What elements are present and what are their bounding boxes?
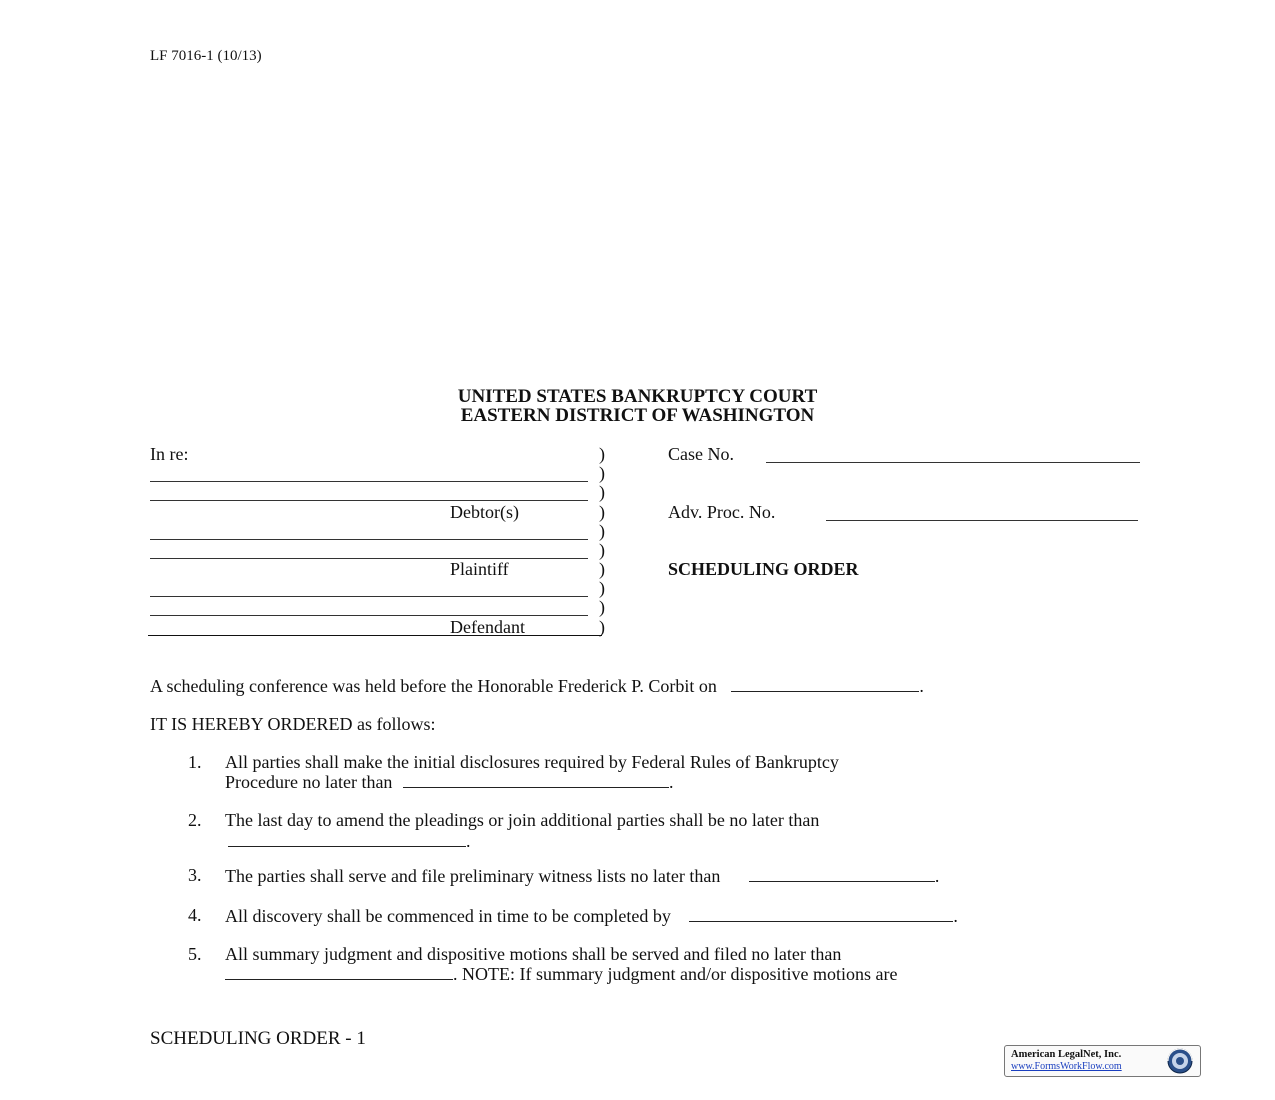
vendor-badge[interactable] [1004,1045,1201,1077]
period: . [466,831,471,851]
item-4-number: 4. [188,905,202,925]
caption-paren: ) [599,463,605,483]
case-no-label: Case No. [668,444,734,464]
discovery-completion-date-field[interactable] [689,905,953,922]
item-5-number: 5. [188,944,202,964]
witness-lists-date-field[interactable] [749,865,935,882]
plaintiff-name-line-2[interactable] [150,558,588,559]
item-2-text: The last day to amend the pleadings or join additional parties shall be no later than [225,810,820,830]
caption-paren: ) [599,540,605,560]
period: . [919,676,924,696]
item-1-number: 1. [188,752,202,772]
amend-pleadings-date-field[interactable] [228,830,466,847]
item-2-number: 2. [188,810,202,830]
item-4-text: All discovery shall be commenced in time to be completed by [225,906,671,926]
caption-paren: ) [599,559,605,579]
item-5-line2 [225,963,897,985]
adv-proc-no-label: Adv. Proc. No. [668,502,776,522]
item-3-line [225,865,939,887]
debtor-name-line-2[interactable] [150,500,588,501]
caption-bottom-rule [148,635,602,636]
adv-proc-no-field[interactable] [826,520,1138,521]
plaintiff-name-line-1[interactable] [150,539,588,540]
conference-text: A scheduling conference was held before the Honorable Frederick P. Corbit on [150,676,717,696]
in-re-label: In re: [150,444,189,464]
debtor-name-line-1[interactable] [150,481,588,482]
vendor-url[interactable]: www.FormsWorkFlow.com [1011,1061,1122,1072]
vendor-name: American LegalNet, Inc. [1011,1049,1122,1060]
defendant-name-line-1[interactable] [150,596,588,597]
caption-paren: ) [599,521,605,541]
caption-paren: ) [599,578,605,598]
item-1-text-cont: Procedure no later than [225,772,393,792]
conference-paragraph [150,675,924,697]
plaintiff-label: Plaintiff [450,559,509,579]
case-no-field[interactable] [766,462,1140,463]
caption-paren: ) [599,482,605,502]
caption-paren: ) [599,597,605,617]
caption-paren: ) [599,444,605,464]
document-title: SCHEDULING ORDER [668,559,859,579]
debtor-label: Debtor(s) [450,502,519,522]
caption-paren: ) [599,502,605,522]
period: . [953,906,958,926]
item-2-line2 [228,830,471,852]
item-1-text: All parties shall make the initial disclosures required by Federal Rules of Bankruptcy [225,752,839,772]
item-5-text: All summary judgment and dispositive motions shall be served and filed no later than [225,944,842,964]
defendant-name-line-2[interactable] [150,615,588,616]
item-5-text-cont: . NOTE: If summary judgment and/or dispositive motions are [453,964,898,984]
court-name: UNITED STATES BANKRUPTCY COURT [457,386,818,407]
period: . [934,866,940,886]
ordered-text: IT IS HEREBY ORDERED as follows: [150,714,436,734]
dispositive-motions-date-field[interactable] [225,963,453,980]
item-3-text: The parties shall serve and file preliminary witness lists no later than [225,866,721,886]
caption-paren: ) [599,617,605,637]
conference-date-field[interactable] [731,675,919,692]
item-1-line2 [225,771,673,793]
defendant-label: Defendant [450,617,525,637]
period: . [668,772,674,792]
item-3-number: 3. [188,865,202,885]
page-footer: SCHEDULING ORDER - 1 [150,1028,366,1049]
initial-disclosures-date-field[interactable] [403,771,669,788]
item-4-line [225,905,958,927]
court-district: EASTERN DISTRICT OF WASHINGTON [460,405,815,426]
form-code: LF 7016-1 (10/13) [150,48,262,64]
globe-icon [1163,1047,1197,1075]
